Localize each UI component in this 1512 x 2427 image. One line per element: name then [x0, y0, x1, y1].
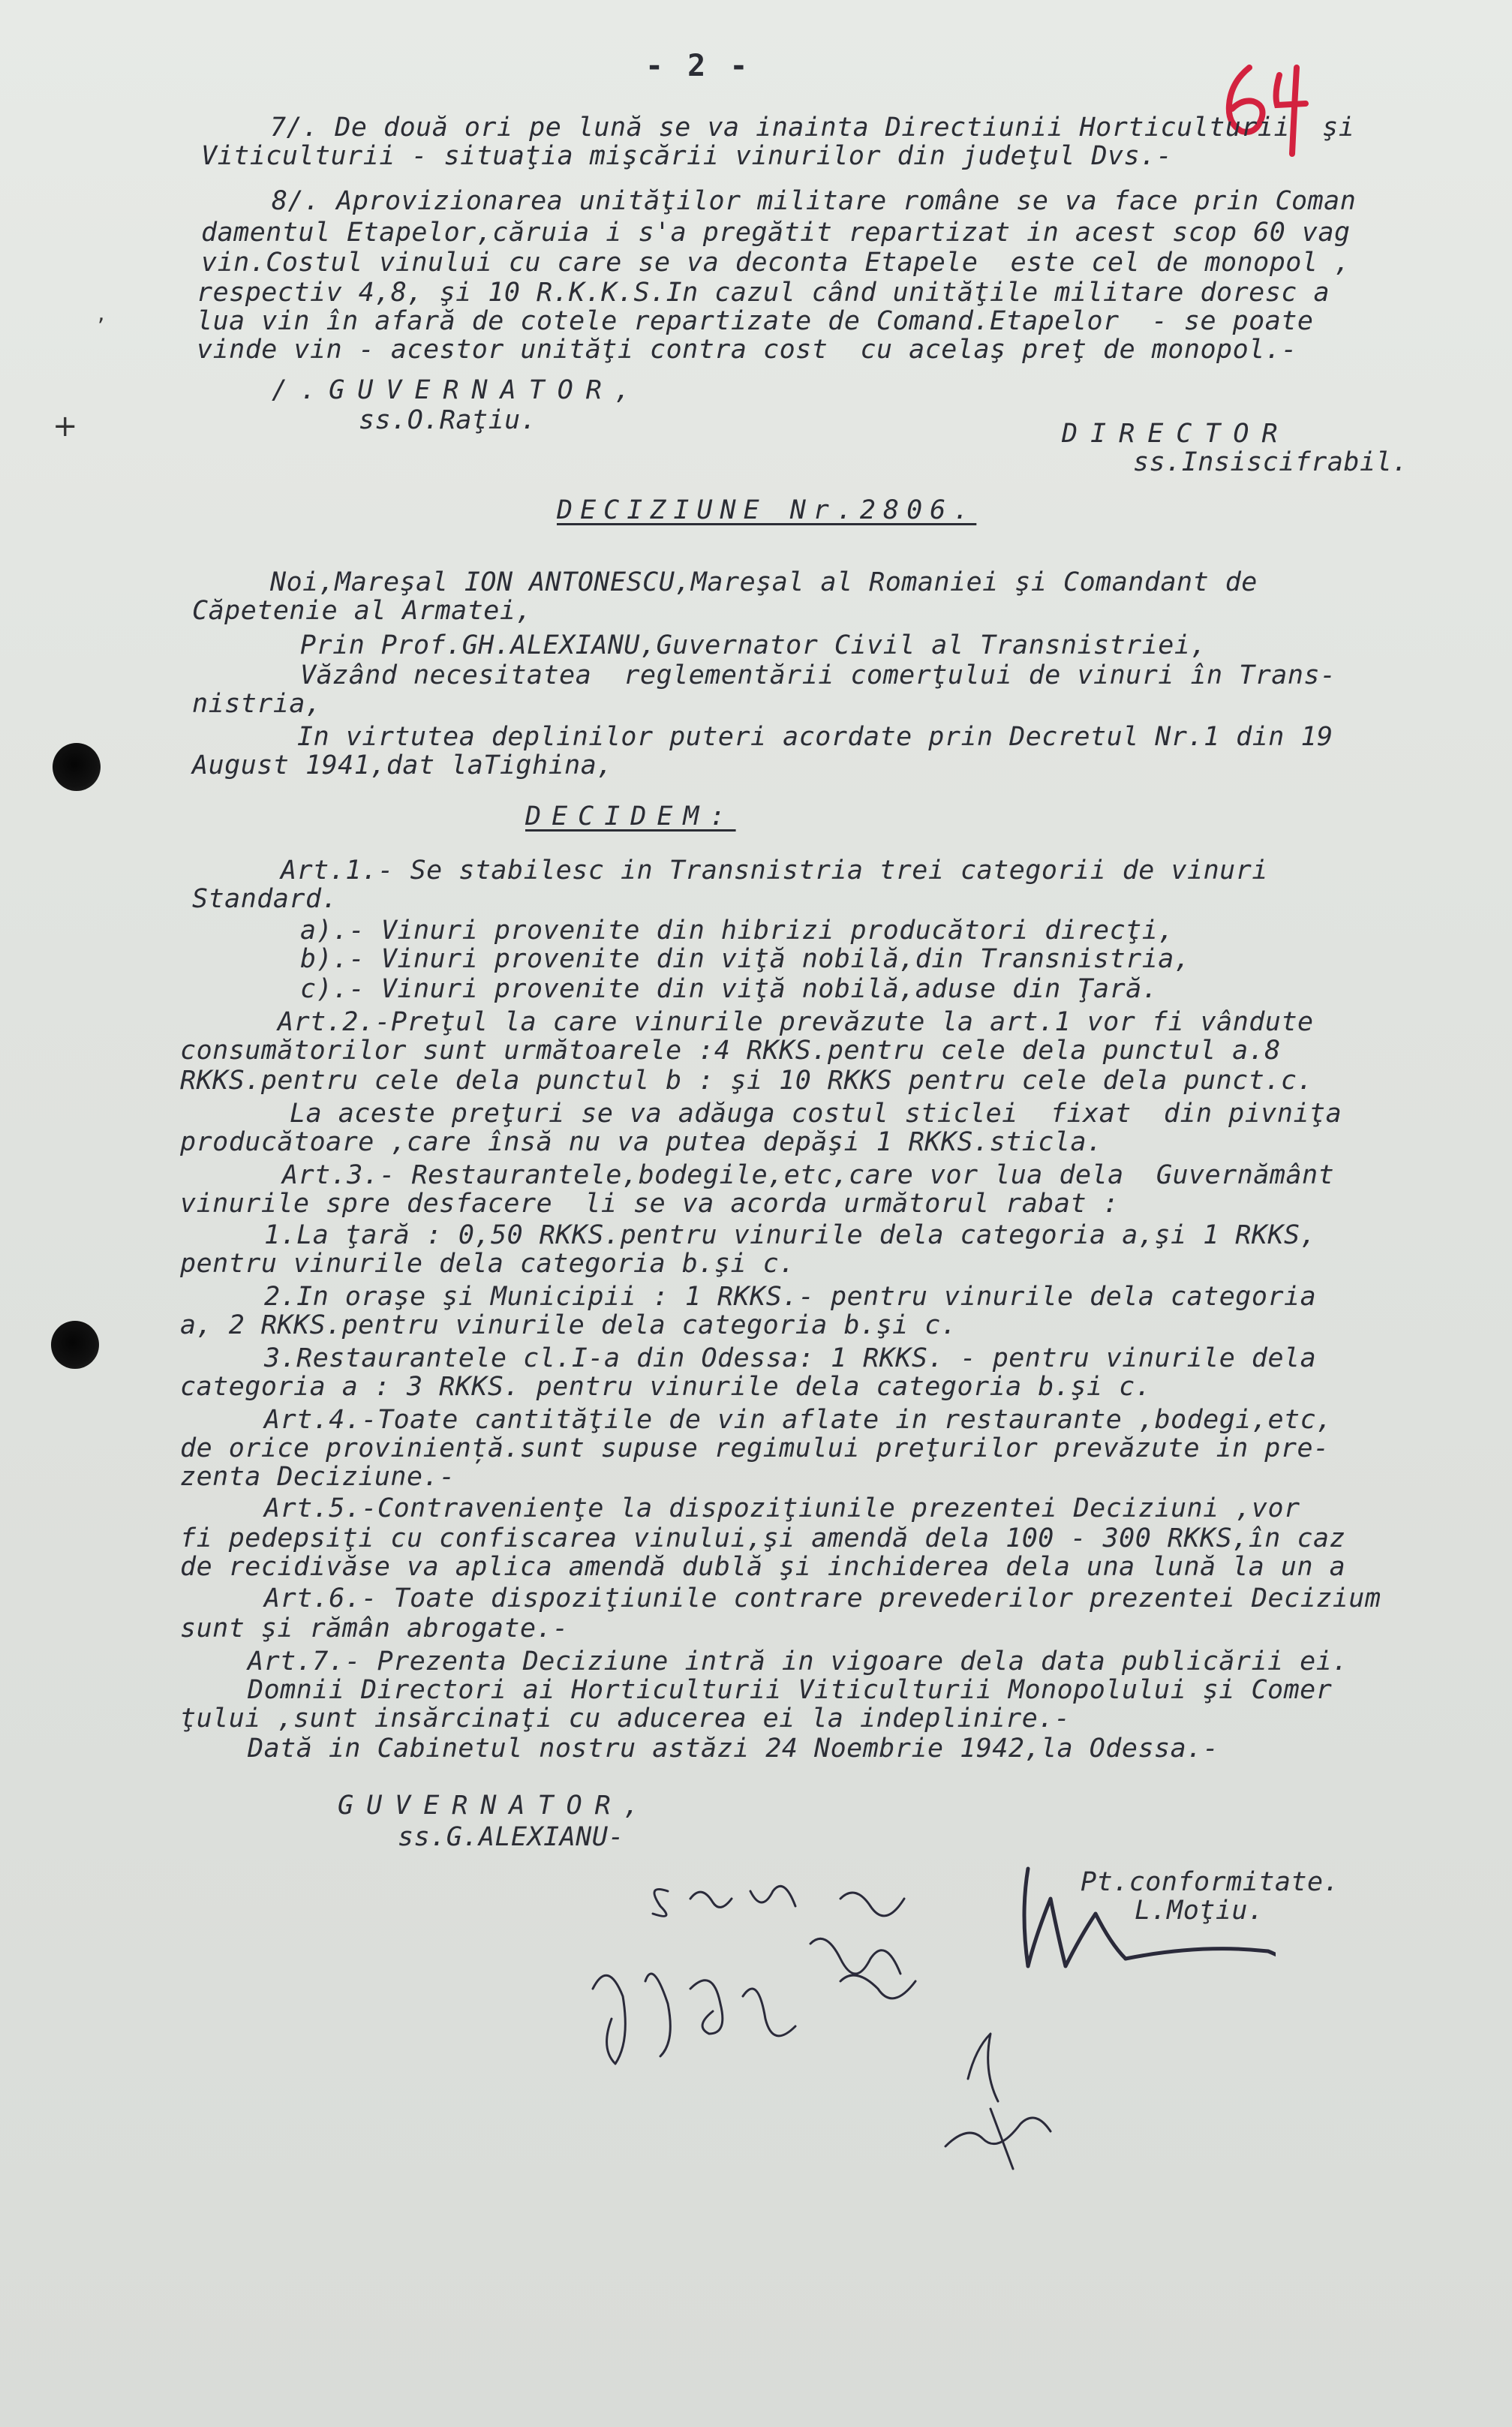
decision-title: DECIZIUNE Nr.2806.	[557, 495, 977, 525]
text-line: consumătorilor sunt următoarele :4 RKKS.pentru cele dela punctul a.8	[180, 1036, 1281, 1066]
text-line: 7/. De două ori pe lună se va inainta Directiunii Horticulturii şi	[270, 113, 1355, 143]
text-line: In virtutea deplinilor puteri acordate prin Decretul Nr.1 din 19	[297, 722, 1333, 752]
director-signature-line: ss.Insiscifrabil.	[1133, 447, 1408, 477]
text-line: Art.5.-Contravenienţe la dispoziţiunile prezentei Deciziuni ,vor	[264, 1493, 1300, 1523]
text-line: categoria a : 3 RKKS. pentru vinurile dela categoria b.şi c.	[180, 1372, 1152, 1402]
text-line: Art.4.-Toate cantităţile de vin aflate in restaurante ,bodegi,etc,	[264, 1405, 1333, 1435]
text-line: Art.6.- Toate dispoziţiunile contrare prevederilor prezentei Decizium	[264, 1583, 1381, 1613]
text-line: Căpetenie al Armatei,	[192, 596, 533, 626]
text-line: ţului ,sunt insărcinaţi cu aducerea ei la indeplinire.-	[180, 1704, 1071, 1734]
text-line: Văzând necesitatea reglementării comerţului de vinuri în Trans-	[300, 660, 1336, 690]
text-line: Dată in Cabinetul nostru astăzi 24 Noembrie 1942,la Odessa.-	[248, 1734, 1219, 1764]
director-title: DIRECTOR	[1062, 419, 1291, 449]
margin-mark-icon: ,	[98, 300, 105, 326]
text-line: de orice proviniență.sunt supuse regimului preţurilor prevăzute in pre-	[180, 1433, 1330, 1463]
text-line: de recidivăse va aplica amendă dublă şi inchiderea dela una lună la un a	[180, 1552, 1346, 1582]
text-line: RKKS.pentru cele dela punctul b : şi 10 RKKS pentru cele dela punct.c.	[180, 1066, 1314, 1096]
handwritten-signature-right	[915, 1854, 1276, 2199]
text-line: c).- Vinuri provenite din viţă nobilă,aduse din Ţară.	[300, 974, 1159, 1004]
text-line: August 1941,dat laTighina,	[192, 750, 613, 780]
text-line: sunt şi rămân abrogate.-	[180, 1613, 569, 1644]
text-line: damentul Etapelor,căruia i s'a pregătit repartizat in acest scop 60 vag	[201, 218, 1351, 248]
closing-governor-signature-line: ss.G.ALEXIANU-	[398, 1822, 625, 1852]
text-line: Prin Prof.GH.ALEXIANU,Guvernator Civil al Transnistriei,	[300, 630, 1207, 660]
text-line: Standard.	[192, 884, 338, 914]
text-line: lua vin în afară de cotele repartizate de Comand.Etapelor - se poate	[197, 306, 1314, 336]
margin-mark-icon: +	[53, 409, 78, 444]
text-line: a).- Vinuri provenite din hibrizi producători direcţi,	[300, 916, 1174, 946]
text-line: Viticulturii - situaţia mişcării vinurilor din judeţul Dvs.-	[201, 141, 1173, 171]
conformity-label: Pt.conformitate.	[1081, 1867, 1340, 1897]
text-line: a, 2 RKKS.pentru vinurile dela categoria b.şi c.	[180, 1310, 957, 1340]
text-line: vinurile spre desfacere li se va acorda următorul rabat :	[180, 1189, 1120, 1219]
text-line: pentru vinurile dela categoria b.şi c.	[180, 1249, 795, 1279]
text-line: 3.Restaurantele cl.I-a din Odessa: 1 RKKS. - pentru vinurile dela	[264, 1343, 1317, 1373]
conformity-name: L.Moţiu.	[1135, 1896, 1264, 1926]
decidem-heading: DECIDEM:	[525, 801, 736, 832]
text-line: 8/. Aprovizionarea unităţilor militare române se va face prin Coman	[272, 186, 1357, 216]
text-line: Noi,Mareşal ION ANTONESCU,Mareşal al Romaniei şi Comandant de	[270, 567, 1258, 597]
text-line: La aceste preţuri se va adăuga costul sticlei fixat din pivniţa	[290, 1099, 1342, 1129]
text-line: Art.3.- Restaurantele,bodegile,etc,care vor lua dela Guvernământ	[282, 1160, 1335, 1190]
text-line: Art.7.- Prezenta Deciziune intră in vigoare dela data publicării ei.	[248, 1647, 1348, 1677]
text-line: 2.In oraşe şi Municipii : 1 RKKS.- pentru vinurile dela categoria	[264, 1282, 1317, 1312]
text-line: nistria,	[192, 689, 322, 719]
text-line: vin.Costul vinului cu care se va deconta Etapele este cel de monopol ,	[201, 248, 1351, 278]
text-line: fi pedepsiţi cu confiscarea vinului,şi amendă dela 100 - 300 RKKS,în caz	[180, 1523, 1346, 1553]
page-number: - 2 -	[645, 49, 751, 83]
text-line: Art.1.- Se stabilesc in Transnistria trei categorii de vinuri	[281, 856, 1268, 886]
text-line: zenta Deciziune.-	[180, 1462, 455, 1492]
text-line: Domnii Directori ai Horticulturii Viticulturii Monopolului şi Comer	[248, 1675, 1333, 1705]
text-line: producătoare ,care însă nu va putea depăşi 1 RKKS.sticla.	[180, 1127, 1103, 1157]
closing-governor-title: GUVERNATOR,	[338, 1791, 652, 1821]
governor-title: /.GUVERNATOR,	[272, 375, 643, 405]
handwritten-signature-left	[570, 1869, 960, 2139]
text-line: vinde vin - acestor unităţi contra cost cu acelaş preţ de monopol.-	[197, 335, 1297, 365]
text-line: b).- Vinuri provenite din viţă nobilă,din Transnistria,	[300, 944, 1191, 974]
text-line: 1.La ţară : 0,50 RKKS.pentru vinurile dela categoria a,şi 1 RKKS,	[264, 1220, 1317, 1250]
text-line: respectiv 4,8, şi 10 R.K.K.S.In cazul când unităţile militare doresc a	[197, 278, 1330, 308]
text-line: Art.2.-Preţul la care vinurile prevăzute la art.1 vor fi vândute	[278, 1007, 1314, 1037]
governor-signature-line: ss.O.Raţiu.	[359, 405, 537, 435]
